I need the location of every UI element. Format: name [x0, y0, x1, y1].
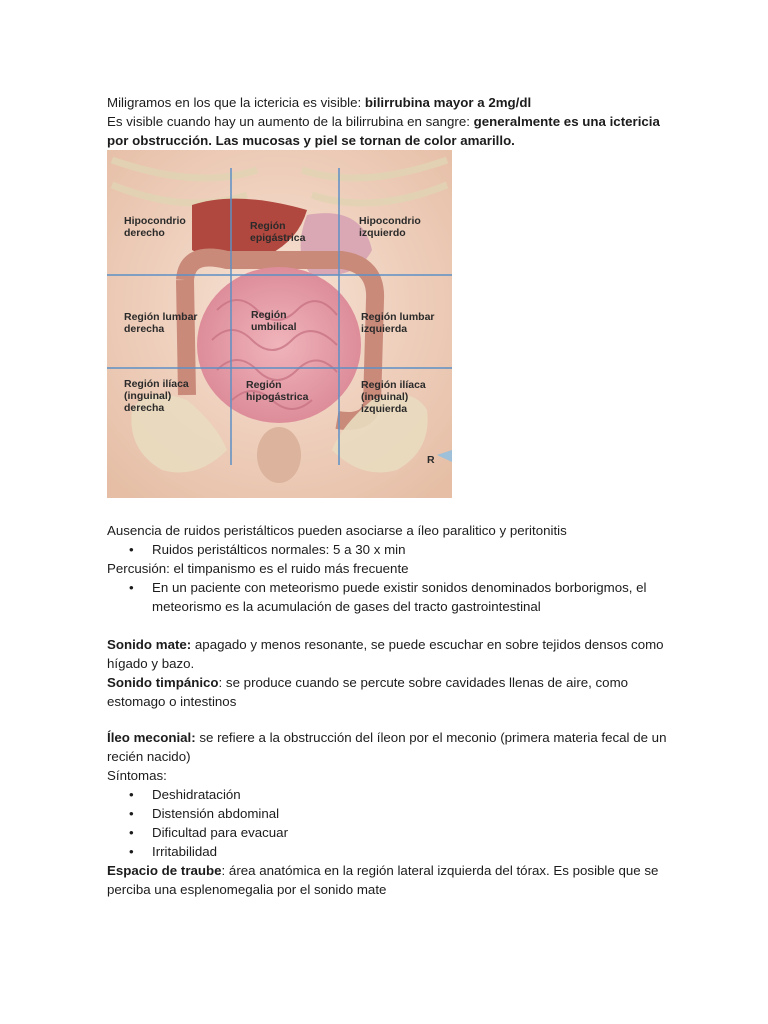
genital-shape [257, 427, 301, 483]
label-iliaca-derecha-1: Región ilíaca [124, 378, 189, 390]
label-hipocondrio-izquierdo-1: Hipocondrio [359, 215, 421, 227]
intro-line-1-bold: bilirrubina mayor a 2mg/dl [364, 95, 532, 110]
label-lumbar-izquierda-1: Región lumbar [361, 311, 435, 323]
ileo-meconial-text: se refiere a la obstrucción del íleon por el meconio (primera materia fecal de un recién nacido) [107, 730, 667, 764]
sonido-mate-text: apagado y menos resonante, se puede escuchar en sobre tejidos densos como hígado y bazo. [107, 637, 664, 671]
intro-line-2-text: Es visible cuando hay un aumento de la bilirrubina en sangre: [107, 114, 474, 129]
abdominal-regions-figure [107, 150, 452, 498]
label-iliaca-derecha-2: (inguinal) [124, 390, 172, 402]
label-iliaca-izquierda-2: (inguinal) [361, 391, 409, 403]
sonido-mate-paragraph [107, 635, 667, 673]
label-lumbar-derecha-2: derecha [124, 323, 165, 335]
list-item: • Distensión abdominal [107, 804, 667, 823]
intro-line-1-text: Miligramos en los que la ictericia es visible: [107, 95, 365, 110]
abdominal-regions-illustration [107, 150, 452, 498]
percussion-paragraph: Percusión: el timpanismo es el ruido más frecuente [107, 561, 409, 576]
list-item: • Dificultad para evacuar [107, 823, 667, 842]
list-item: • Irritabilidad [107, 842, 667, 861]
marker-label: R [427, 454, 435, 466]
sonido-timpanico-text: : se produce cuando se percute sobre cavidades llenas de aire, como estomago o intestinos [107, 675, 629, 709]
sintomas-label: Síntomas: [107, 768, 167, 783]
label-umbilical-2: umbilical [251, 321, 297, 333]
label-hipocondrio-derecho-1: Hipocondrio [124, 215, 186, 227]
sonido-mate-term: Sonido mate: [107, 637, 192, 652]
peristalsis-paragraph: Ausencia de ruidos peristálticos pueden asociarse a íleo paralitico y peritonitis [107, 523, 567, 538]
sonido-timpanico-paragraph [107, 673, 667, 711]
traube-paragraph [107, 861, 667, 899]
traube-term: Espacio de traube [107, 863, 222, 878]
label-hipocondrio-derecho-2: derecho [124, 227, 165, 239]
label-iliaca-derecha-3: derecha [124, 402, 165, 414]
meteorismo-list [107, 578, 667, 616]
label-lumbar-derecha-1: Región lumbar [124, 311, 198, 323]
list-item: • Ruidos peristálticos normales: 5 a 30 x min [107, 540, 667, 559]
list-item: • Deshidratación [107, 785, 667, 804]
label-umbilical-1: Región [251, 309, 287, 321]
label-iliaca-izquierda-3: izquierda [361, 403, 408, 415]
label-hipogastrica-2: hipogástrica [246, 391, 309, 403]
intro-line-2 [107, 112, 667, 150]
label-epigastrica-2: epigástrica [250, 232, 306, 244]
label-hipogastrica-1: Región [246, 379, 282, 391]
intro-line-2-bold: generalmente es una ictericia por obstrucción. Las mucosas y piel se tornan de color amarillo. [107, 114, 660, 148]
list-item: • En un paciente con meteorismo puede existir sonidos denominados borborigmos, el meteorismo es la acumulación de gases del tracto gastrointestinal [107, 578, 667, 616]
label-iliaca-izquierda-1: Región ilíaca [361, 379, 426, 391]
label-hipocondrio-izquierdo-2: izquierdo [359, 227, 406, 239]
ileo-meconial-paragraph [107, 728, 667, 766]
label-epigastrica-1: Región [250, 220, 286, 232]
sonido-timpanico-term: Sonido timpánico [107, 675, 219, 690]
peristalsis-list [107, 540, 667, 559]
traube-text: : área anatómica en la región lateral izquierda del tórax. Es posible que se perciba una esplenomegalia por el sonido mate [107, 863, 659, 897]
label-lumbar-izquierda-2: izquierda [361, 323, 408, 335]
sintomas-list [107, 785, 667, 861]
intro-line-1 [107, 93, 667, 112]
ileo-meconial-term: Íleo meconial: [107, 730, 196, 745]
